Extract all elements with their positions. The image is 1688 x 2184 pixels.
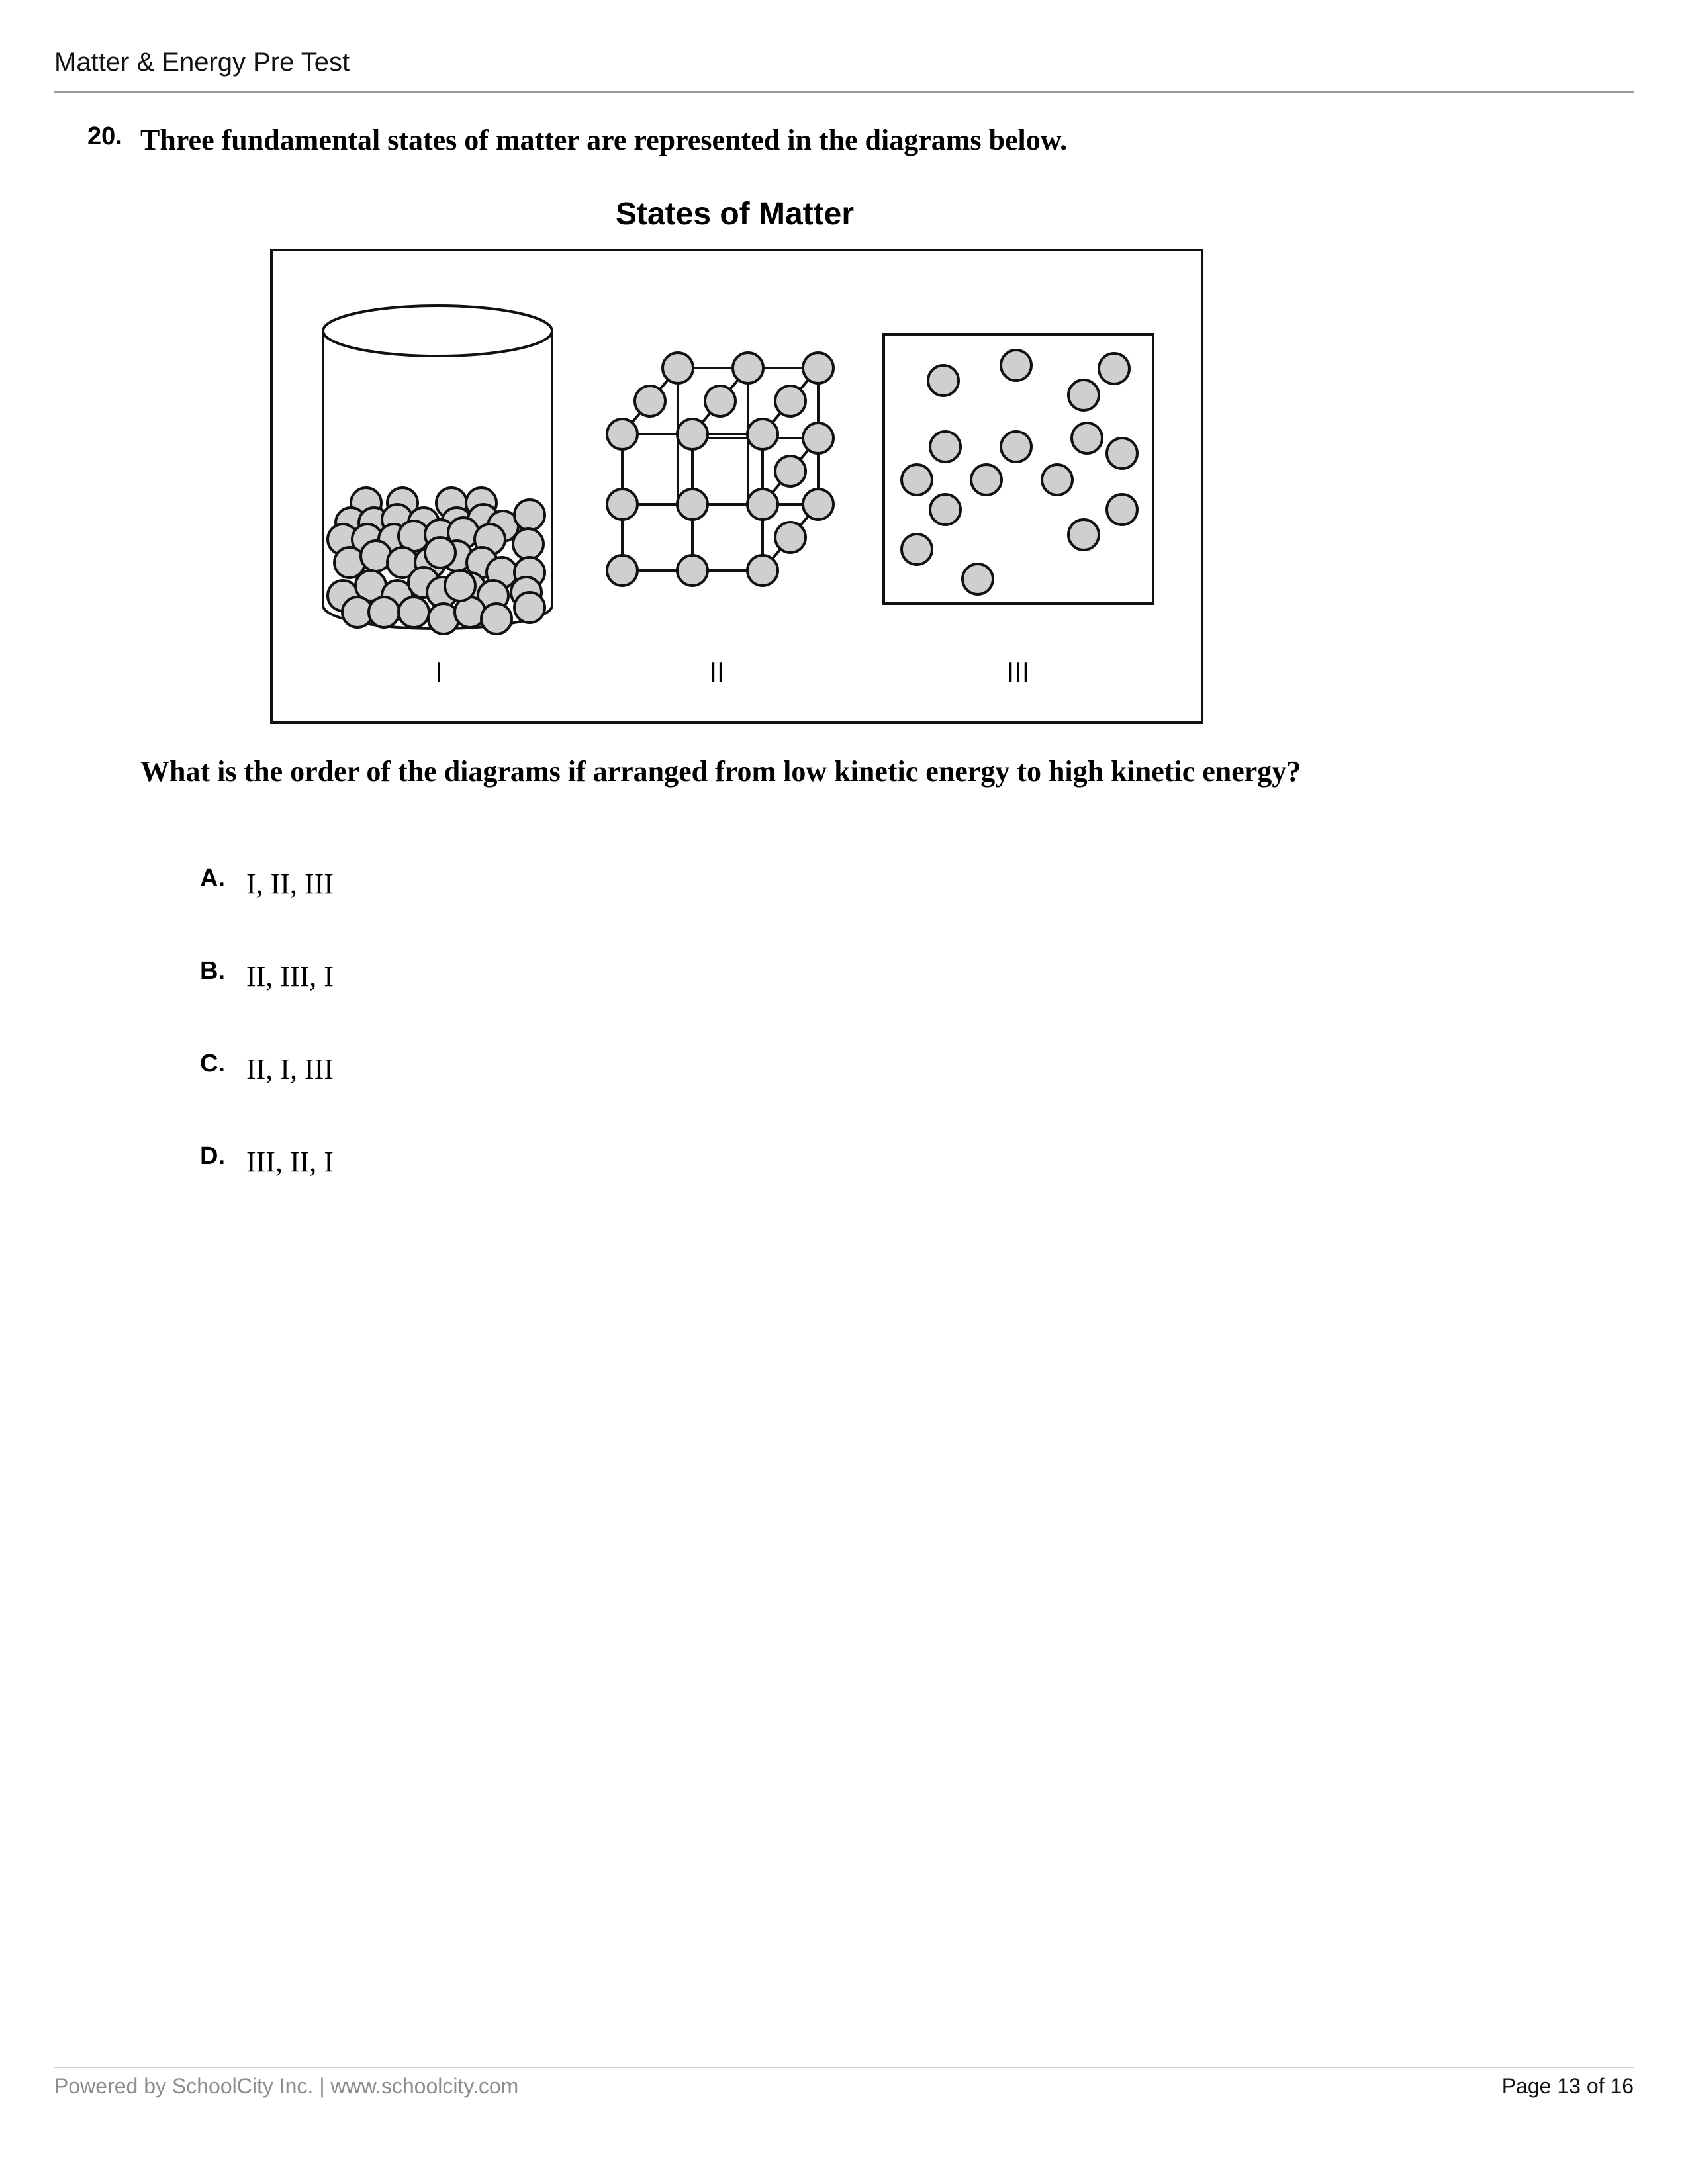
option-text: II, I, III <box>246 1053 334 1085</box>
gas-particle <box>1068 520 1099 550</box>
states-of-matter-figure <box>0 0 1688 728</box>
lattice-particle <box>747 489 778 520</box>
option-text: I, II, III <box>246 868 334 900</box>
footer-divider <box>54 2067 1634 2068</box>
gas-particle <box>902 534 932 565</box>
gas-particle <box>962 564 993 594</box>
lattice-particle <box>635 386 665 416</box>
gas-particle <box>1099 353 1129 384</box>
lattice-particle <box>733 353 763 383</box>
lattice-particle <box>803 423 833 453</box>
lattice-particle <box>705 386 735 416</box>
gas-particle <box>928 365 959 396</box>
lattice-particle <box>607 555 637 586</box>
lattice-particle <box>607 489 637 520</box>
lattice-particle <box>677 555 708 586</box>
option-letter: B. <box>200 957 225 985</box>
lattice-particle <box>747 419 778 449</box>
gas-particle <box>930 432 961 462</box>
option-letter: A. <box>200 864 225 892</box>
diagram-gas-box <box>884 334 1153 604</box>
liquid-particle <box>513 529 543 559</box>
gas-particle <box>1001 432 1031 462</box>
question-number: 20. <box>87 122 122 150</box>
page-number: Page 13 of 16 <box>1501 2074 1634 2098</box>
figure-label-i: I <box>435 657 443 688</box>
diagram-liquid-beaker <box>323 306 552 634</box>
footer-credit: Powered by SchoolCity Inc. | www.schoolcity.com <box>54 2074 519 2098</box>
figure-label-ii: II <box>709 657 725 688</box>
lattice-particle <box>803 489 833 520</box>
liquid-particle <box>514 500 545 530</box>
question-prompt: Three fundamental states of matter are represented in the diagrams below. <box>140 124 1068 156</box>
question-text: What is the order of the diagrams if arranged from low kinetic energy to high kinetic energy? <box>140 755 1301 788</box>
gas-particle <box>1068 380 1099 410</box>
lattice-particles <box>607 353 833 586</box>
option-letter: D. <box>200 1142 225 1170</box>
gas-particle <box>971 465 1002 495</box>
lattice-particle <box>803 353 833 383</box>
lattice-particle <box>775 456 806 486</box>
gas-particle <box>1042 465 1072 495</box>
lattice-particle <box>747 555 778 586</box>
gas-particle <box>1072 423 1102 453</box>
liquid-particle <box>445 570 475 601</box>
lattice-particle <box>663 353 693 383</box>
figure-label-iii: III <box>1006 657 1030 688</box>
option-text: III, II, I <box>246 1146 334 1178</box>
gas-particle <box>902 465 932 495</box>
liquid-particles <box>328 488 545 634</box>
gas-particle <box>1107 438 1137 469</box>
liquid-particle <box>425 537 455 568</box>
lattice-particle <box>775 522 806 553</box>
figure-title: States of Matter <box>615 197 855 232</box>
liquid-particle <box>514 592 545 623</box>
lattice-particle <box>607 419 637 449</box>
liquid-particle <box>481 604 512 634</box>
liquid-particle <box>399 597 429 627</box>
document-header-title: Matter & Energy Pre Test <box>54 48 350 77</box>
gas-particle <box>1001 350 1031 381</box>
gas-particle <box>1107 494 1137 525</box>
gas-particles <box>902 350 1137 594</box>
diagram-solid-lattice <box>607 353 833 586</box>
lattice-particle <box>677 419 708 449</box>
option-letter: C. <box>200 1050 225 1077</box>
option-text: II, III, I <box>246 960 334 993</box>
lattice-particle <box>775 386 806 416</box>
beaker-rim <box>323 306 552 356</box>
gas-particle <box>930 494 961 525</box>
lattice-particle <box>677 489 708 520</box>
liquid-particle <box>369 597 399 627</box>
